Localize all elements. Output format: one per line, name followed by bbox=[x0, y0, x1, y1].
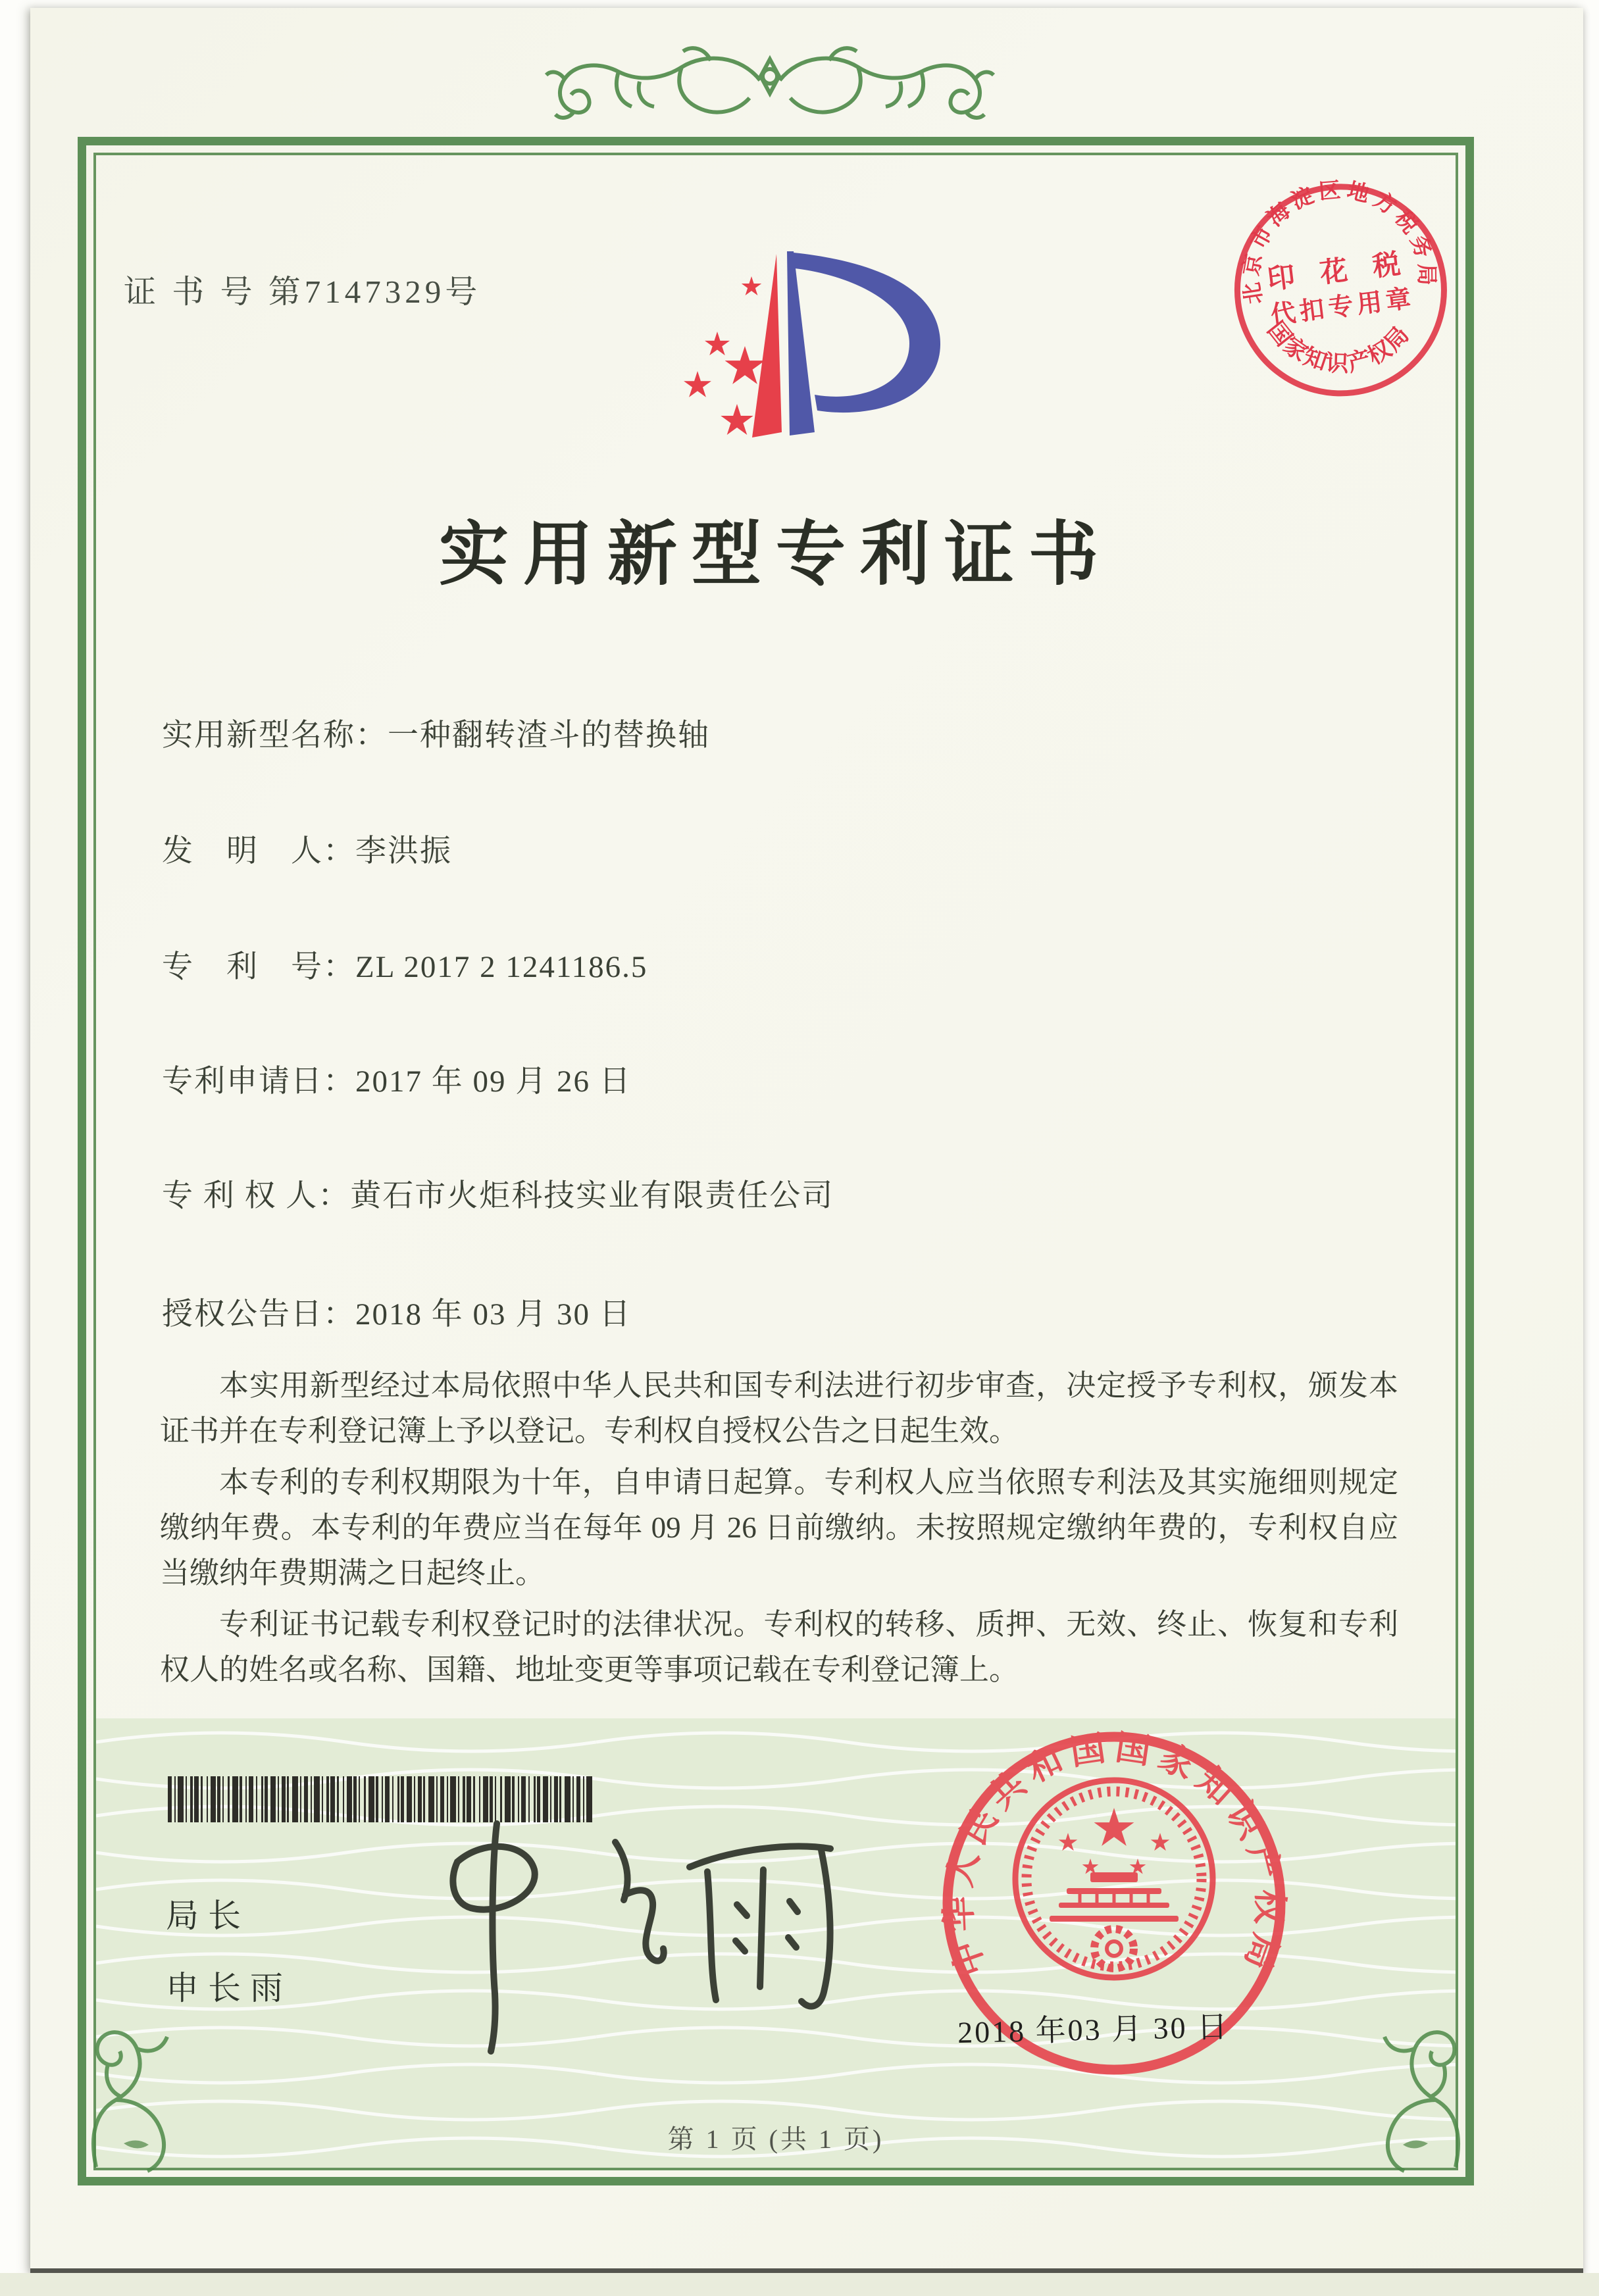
legal-paragraph-3: 专利证书记载专利权登记时的法律状况。专利权的转移、质押、无效、终止、恢复和专利权人的姓名或名称、国籍、地址变更等事项记载在专利登记簿上。 bbox=[160, 1608, 1398, 1686]
legal-text bbox=[160, 1363, 1398, 1699]
field-label: 实用新型名称： bbox=[162, 718, 388, 753]
page-footer: 第 1 页 (共 1 页) bbox=[667, 2124, 884, 2154]
field-inventor bbox=[162, 826, 452, 870]
legal-paragraph-2: 本专利的专利权期限为十年，自申请日起算。专利权人应当依照专利法及其实施细则规定缴纳年费。本专利的年费应当在每年 09 月 26 日前缴纳。未按照规定缴纳年费的，专利权自应当缴纳年费期满之日起终止。 bbox=[160, 1466, 1398, 1589]
field-value: 李洪振 bbox=[355, 834, 452, 868]
field-label: 专 利 权 人： bbox=[162, 1179, 351, 1213]
certificate-title: 实用新型专利证书 bbox=[439, 516, 1113, 593]
field-label: 授权公告日： bbox=[162, 1297, 355, 1332]
field-patentee bbox=[162, 1171, 834, 1215]
svg-text:中华人民共和国国家知识产权局: 中华人民共和国国家知识产权局 bbox=[939, 1728, 1289, 1982]
certificate-number: 证 书 号 第7147329号 bbox=[124, 274, 482, 310]
field-value: ZL 2017 2 1241186.5 bbox=[355, 950, 648, 984]
svg-text:国家知识产权局: 国家知识产权局 bbox=[1262, 316, 1415, 377]
field-value: 黄石市火炬科技实业有限责任公司 bbox=[350, 1179, 834, 1213]
desk-edge bbox=[0, 2273, 1599, 2296]
cnipa-logo-icon bbox=[678, 245, 948, 454]
field-value: 2017 年 09 月 26 日 bbox=[355, 1064, 632, 1099]
director-name: 申长雨 bbox=[166, 1970, 292, 2007]
legal-paragraph-1: 本实用新型经过本局依照中华人民共和国专利法进行初步审查，决定授予专利权，颁发本证书并在专利登记簿上予以登记。专利权自授权公告之日起生效。 bbox=[160, 1369, 1398, 1447]
field-utility-model-name bbox=[162, 711, 710, 755]
signature-icon bbox=[395, 1803, 869, 2079]
national-emblem-icon bbox=[1015, 1780, 1213, 1978]
field-patent-number bbox=[162, 942, 647, 986]
svg-text:印 花 税: 印 花 税 bbox=[1265, 248, 1411, 296]
svg-text:代扣专用章: 代扣专用章 bbox=[1269, 284, 1417, 330]
top-dragon-ornament-icon bbox=[540, 34, 1000, 133]
field-label: 发 明 人： bbox=[162, 834, 355, 868]
field-label: 专 利 号： bbox=[162, 950, 355, 984]
field-grant-date bbox=[162, 1289, 632, 1334]
field-value: 一种翻转渣斗的替换轴 bbox=[388, 718, 710, 753]
tax-stamp bbox=[1194, 133, 1498, 453]
field-label: 专利申请日： bbox=[162, 1064, 355, 1099]
seal-date: 2018 年03 月 30 日 bbox=[957, 2010, 1230, 2050]
field-value: 2018 年 03 月 30 日 bbox=[355, 1297, 632, 1332]
field-filing-date bbox=[162, 1057, 632, 1101]
svg-text:北京市海淀区地方税务局: 北京市海淀区地方税务局 bbox=[1239, 178, 1438, 306]
director-title: 局长 bbox=[166, 1897, 250, 1934]
